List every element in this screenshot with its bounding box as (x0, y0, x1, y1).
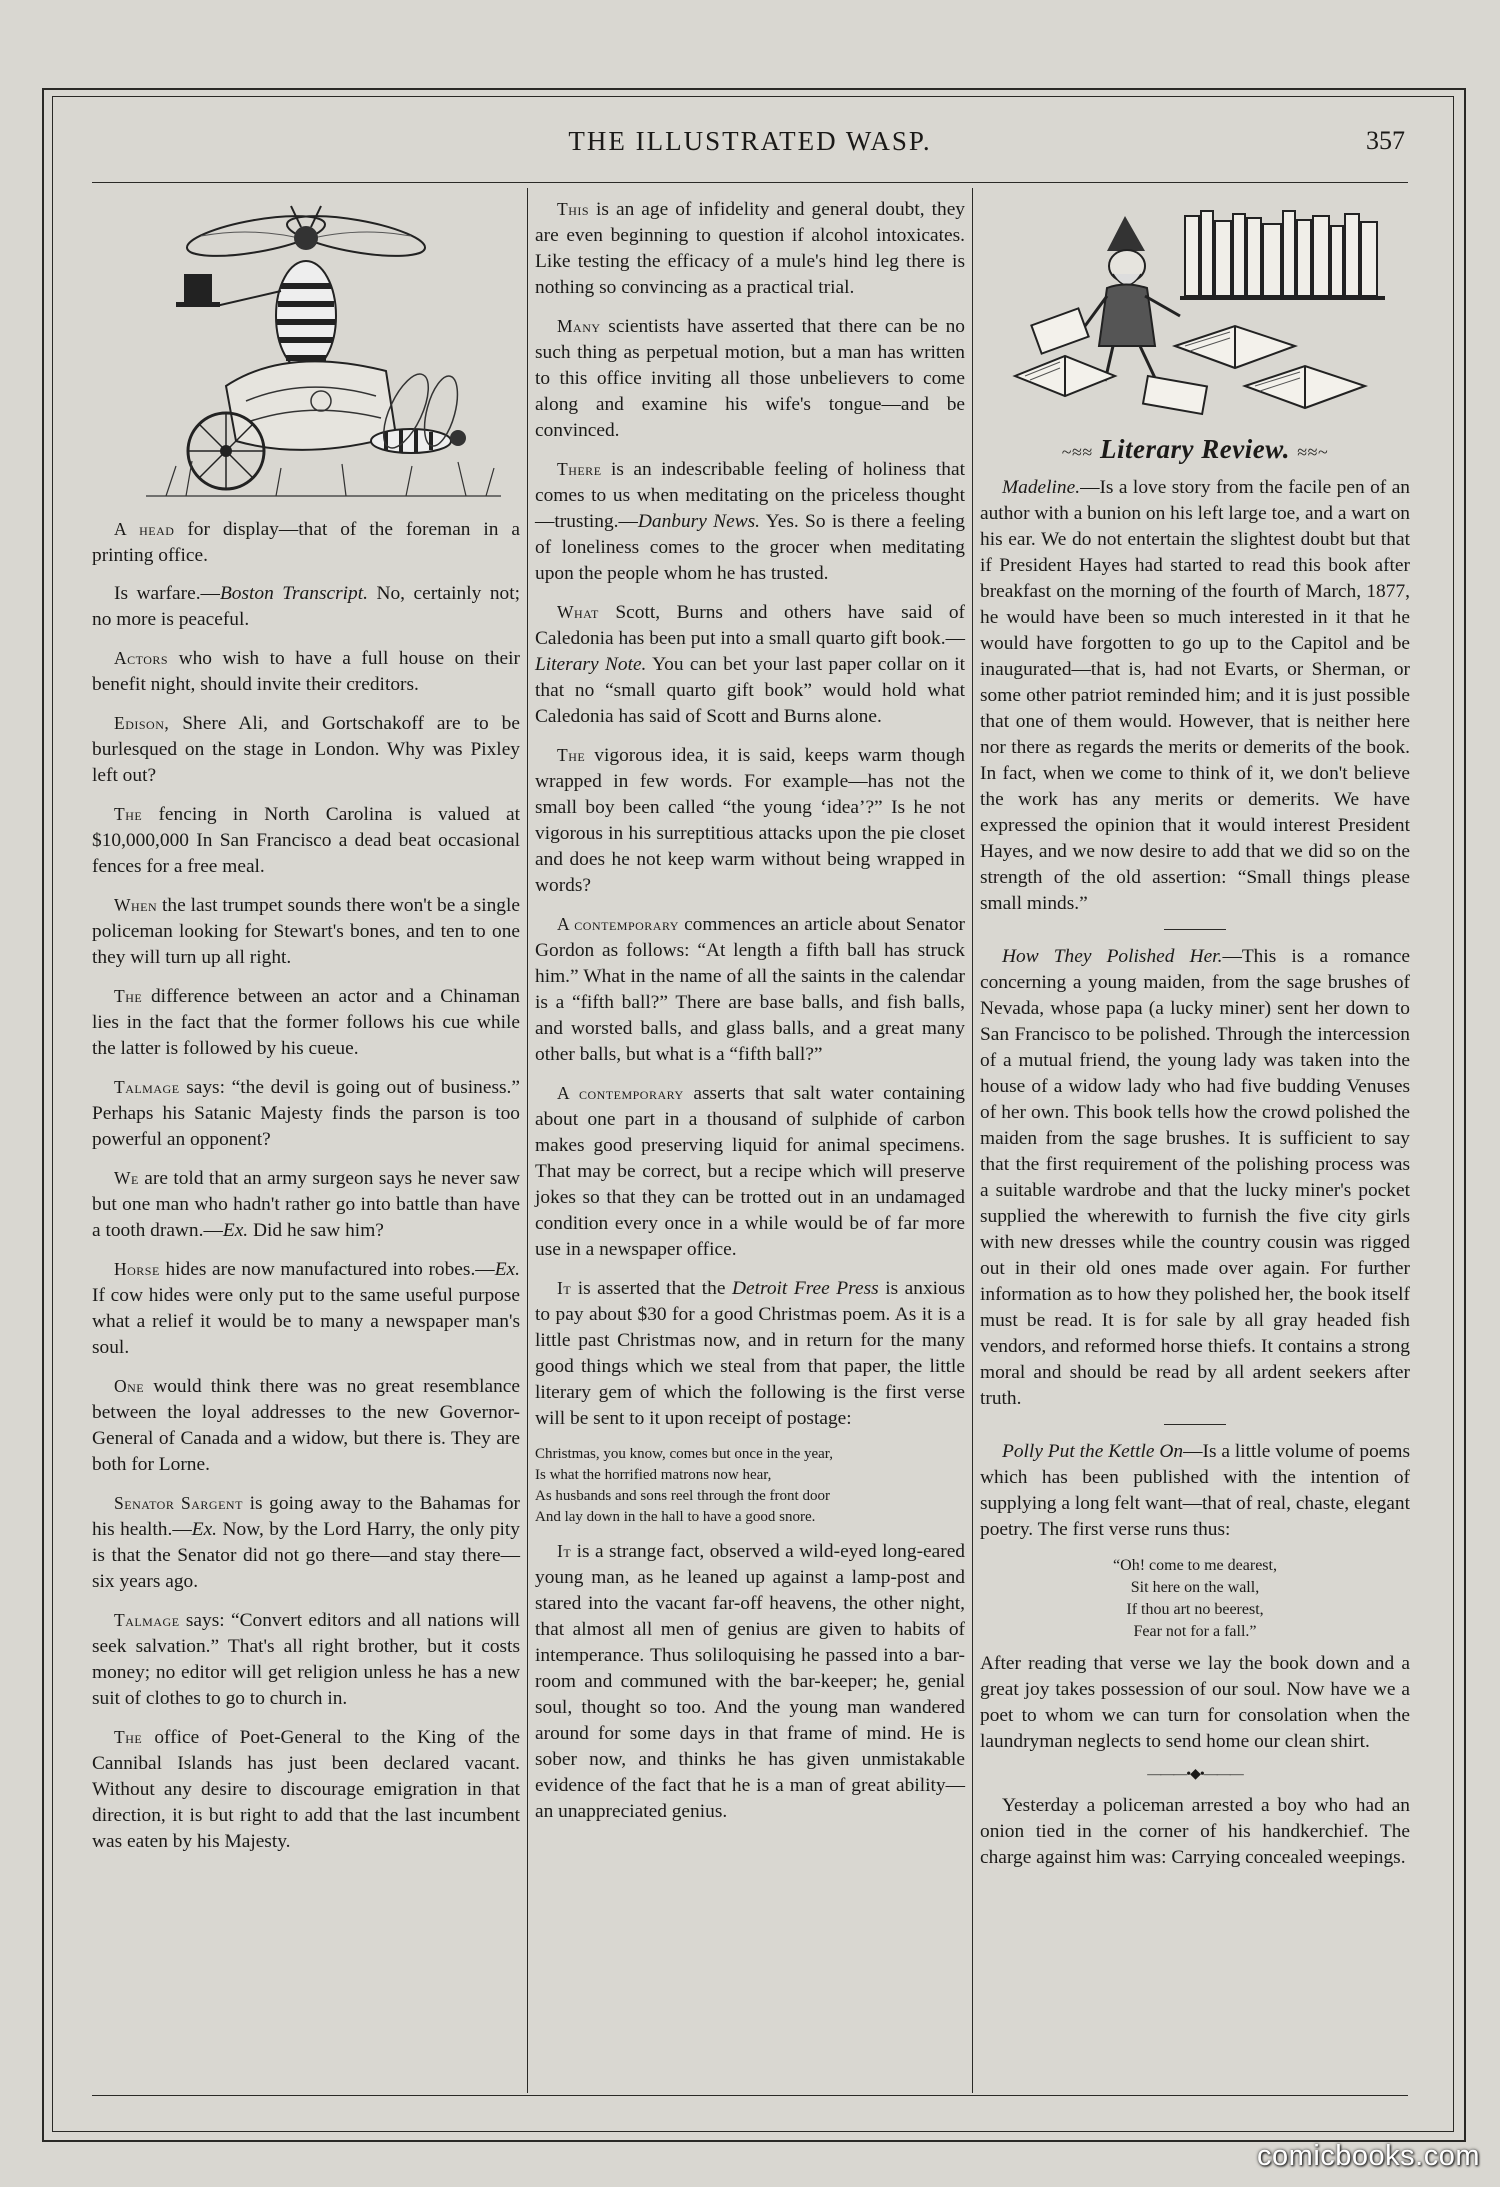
lead-word: What (557, 602, 599, 622)
running-head (0, 126, 1500, 166)
page-number: 357 (1366, 126, 1405, 155)
citation: Danbury News. (637, 511, 761, 532)
verse-line: As husbands and sons reel through the front door (535, 1488, 830, 1504)
paragraph (535, 599, 965, 730)
paragraph (980, 1793, 1410, 1871)
paragraph-text: asserts that salt water containing about one part in a thousand of sulphide of carbon makes good preserving liquid for animal specimens. That may be correct, but a recipe which will preserve jokes so that they can be trotted out in an undamaged condition every once in a while would be of far more use in a newspaper office. (535, 1083, 965, 1260)
lead-word: Many (557, 316, 601, 336)
paragraph-text: Shere Ali, and Gortschakoff are to be burlesqued on the stage in London. Why was Pixley left out? (92, 713, 520, 786)
lead-word: We (114, 1168, 139, 1188)
verse-line: And lay down in the hall to have a good snore. (535, 1509, 816, 1525)
book-title: Polly Put the Kettle On (1002, 1441, 1184, 1462)
paragraph (92, 581, 520, 633)
paragraph-text: Scott, Burns and others have said of Caledonia has been put into a small quarto gift book.— (535, 602, 965, 649)
lead-word: The (557, 745, 586, 765)
lead-word: The (114, 1727, 143, 1747)
review-paragraph (980, 944, 1410, 1412)
paragraph-text: who wish to have a full house on their benefit night, should invite their creditors. (92, 648, 520, 695)
lead-word: The (114, 986, 143, 1006)
paragraph-text: says: “the devil is going out of business.” Perhaps his Satanic Majesty finds the parson is too powerful an opponent? (92, 1077, 520, 1150)
poem-line: If thou art no beerest, (1126, 1601, 1264, 1618)
paragraph-text: is asserted that the (571, 1278, 733, 1299)
lead-word: A head (114, 519, 175, 539)
paragraph-text: Yesterday a policeman arrested a boy who had an onion tied in the corner of his handkerchief. The charge against him was: Carrying concealed weepings. (980, 1795, 1410, 1868)
column-divider-1 (527, 188, 528, 2093)
book-title: Madeline. (1002, 477, 1081, 498)
citation: Ex. (494, 1259, 520, 1280)
lead-word: Talmage (114, 1610, 180, 1630)
header-rule (92, 182, 1408, 183)
paragraph-text: You can bet your last paper collar on it that no “small quarto gift book” would hold what Caledonia has said of Scott and Burns alone. (535, 654, 965, 727)
paragraph-text: for display—that of the foreman in a printing office. (92, 519, 520, 566)
lead-word: There (557, 459, 602, 479)
column-divider-2 (972, 188, 973, 2093)
section-rule (1164, 1424, 1226, 1425)
paragraph-text: is going away to the Bahamas for his health.— (92, 1493, 521, 1540)
paragraph (535, 1275, 965, 1432)
column-1 (92, 196, 520, 1867)
paragraph-text: office of Poet-General to the King of the Cannibal Islands has just been declared vacant. Without any desire to discourage emigration in that direction, it is but right to add that the last incumbent was eaten by his Majesty. (92, 1727, 520, 1852)
lead-word: Actors (114, 648, 169, 668)
review-paragraph (980, 475, 1410, 917)
banner-title: Literary Review. (1100, 434, 1290, 464)
paragraph-text: No, certainly not; no more is peaceful. (92, 583, 520, 630)
paragraph (92, 1607, 520, 1712)
watermark: comicbooks.com (1257, 2140, 1480, 2172)
paragraph-text: Did he saw him? (248, 1220, 384, 1241)
book-title: How They Polished Her. (1002, 946, 1223, 967)
paragraph (92, 983, 520, 1062)
paragraph (92, 1074, 520, 1153)
paragraph (92, 710, 520, 789)
paragraph-text: difference between an actor and a Chinaman lies in the fact that the former follows his cue while the latter is followed by his cueue. (92, 986, 520, 1059)
review-text: After reading that verse we lay the book down and a great joy takes possession of our soul. Now have we a poet to whom we can turn for consolation when the laundryman neglects to send home our clean shirt. (980, 1653, 1410, 1752)
wasp-chariot-illustration (106, 196, 506, 506)
lead-word: A contemporary (557, 1083, 684, 1103)
paragraph (535, 1080, 965, 1263)
paragraph (535, 1538, 965, 1825)
paragraph (535, 313, 965, 444)
review-paragraph (980, 1651, 1410, 1755)
paragraph-text: says: “Convert editors and all nations will seek salvation.” That's all right brother, but it costs money; no editor will get religion unless he has a new suit of clothes to go to church in. (92, 1610, 520, 1709)
paragraph (92, 516, 520, 569)
review-text: —This is a romance concerning a young maiden, from the sage brushes of Nevada, whose papa (a lucky miner) sent her down to San Francisco to be polished. Through the intercession of a mutual friend, the young lady was taken into the house of a widow lady who had five budding Venuses of her own. This book tells how the crowd polished the maiden from the sage brushes. It is sufficient to say that the first requirement of the polishing process was a suitable wardrobe and that the lucky miner's pocket supplied the wherewith to furnish the five city girls with new dresses while the country cousin was rigged out in their old ones made over again. For further information as to how they polished her, the book itself must be read. It is for sale by all gray headed fish vendors, and reformed horse thiefs. It contains a strong moral and should be read by all ardent seekers after truth. (980, 946, 1410, 1409)
paragraph (535, 456, 965, 587)
verse-line: Christmas, you know, comes but once in the year, (535, 1446, 833, 1462)
footer-rule (92, 2095, 1408, 2096)
kettle-poem (980, 1555, 1410, 1643)
paragraph-text: vigorous idea, it is said, keeps warm though wrapped in few words. For example—has not the small boy been called “the young ‘idea’?” Is he not vigorous in his surreptitious attacks upon the pie closet and does he not keep warm without being wrapped in words? (535, 745, 965, 896)
paragraph (535, 911, 965, 1068)
paragraph-text: Is warfare.— (114, 583, 220, 604)
paragraph-text: is a strange fact, observed a wild-eyed long-eared young man, as he leaned up against a lamp-post and stared into the vacant far-off heavens, the other night, that almost all men of genius are given to habits of intemperance. Thus soliloquising he passed into a bar-room and communed with the bar-keeper; he, genial soul, thought so too. And the young man wandered around for some days in that frame of mind. He is sober now, and thinks he has given unmistakable evidence of the fact that he is a man of great ability—an unappreciated genius. (535, 1541, 965, 1822)
column-3 (980, 196, 1410, 1883)
ornamental-rule: ———•◆•——— (1147, 1767, 1243, 1782)
paragraph-text: scientists have asserted that there can be no such thing as perpetual motion, but a man has written to this office inviting all those unbelievers to come along and examine his wife's tongue—and be convinced. (535, 316, 965, 441)
lead-word: One (114, 1376, 145, 1396)
review-text: —Is a love story from the facile pen of an author with a bunion on his left large toe, and a wart on his ear. We do not entertain the slightest doubt but that if President Hayes had started to read this book after breakfast on the morning of the fourth of March, 1877, he would have been so much interested in it that he would have forgotten to go up to the Capitol and be inaugurated—that is, had not Evarts, or Sherman, or some other patriot reminded him; and it is just possible that one of them would. However, that is neither here nor there as regards the merits or demerits of the book. In fact, when we come to think of it, we don't believe the work has any merits or demerits. We have expressed the opinion that it would interest President Hayes, and we now desire to add that we did so on the strength of the old assertion: “Small things please small minds.” (980, 477, 1410, 914)
flourish-left: ~≈≈ (1061, 442, 1093, 462)
lead-word: Senator Sargent (114, 1493, 243, 1513)
lead-word: It (557, 1278, 572, 1298)
paragraph-text: are told that an army surgeon says he never saw but one man who hadn't rather go into battle than have a tooth drawn.— (92, 1168, 520, 1241)
paragraph (92, 1490, 520, 1595)
lead-word: This (557, 199, 590, 219)
paragraph-text: would think there was no great resemblance between the loyal addresses to the new Governor-General of Canada and a widow, but there is. They are both for Lorne. (92, 1376, 520, 1475)
paragraph (92, 645, 520, 698)
section-rule (1164, 929, 1226, 930)
lead-word: It (557, 1541, 572, 1561)
citation: Ex. (191, 1519, 218, 1540)
journal-title: THE ILLUSTRATED WASP. (568, 126, 932, 156)
lead-word: Horse (114, 1259, 160, 1279)
paragraph (92, 801, 520, 880)
review-paragraph (980, 1439, 1410, 1543)
paragraph (92, 892, 520, 971)
flourish-right: ≈≈~ (1297, 442, 1329, 462)
citation: Literary Note. (535, 654, 647, 675)
paragraph (535, 196, 965, 301)
lead-word: When (114, 895, 158, 915)
citation: Detroit Free Press (732, 1278, 879, 1299)
paragraph-text: is an age of infidelity and general doubt, they are even beginning to question if alcohol intoxicates. Like testing the efficacy of a mule's hind leg there is nothing so convincing as a practical trial. (535, 199, 965, 298)
citation: Ex. (222, 1220, 249, 1241)
paragraph-text: is anxious to pay about $30 for a good Christmas poem. As it is a little past Christmas now, and in return for the many good things which we steal from that paper, the little literary gem of which the following is the first verse will be sent to it upon receipt of postage: (535, 1278, 966, 1429)
paragraph-text: Yes. So is there a feeling of loneliness comes to the grocer when meditating upon the people whom he has trusted. (535, 511, 965, 584)
paragraph-text: fencing in North Carolina is valued at $10,000,000 In San Francisco a dead beat occasional fences for a free meal. (92, 804, 520, 877)
lead-word: The (114, 804, 143, 824)
paragraph (92, 1165, 520, 1244)
christmas-verse (535, 1444, 965, 1528)
paragraph (92, 1724, 520, 1855)
paragraph (92, 1256, 520, 1361)
poem-line: Fear not for a fall.” (1133, 1623, 1257, 1640)
verse-line: Is what the horrified matrons now hear, (535, 1467, 772, 1483)
lead-word: Talmage (114, 1077, 180, 1097)
paragraph-text: the last trumpet sounds there won't be a single policeman looking for Stewart's bones, and ten to one they will turn up all right. (92, 895, 520, 968)
poem-line: Sit here on the wall, (1130, 1579, 1260, 1596)
review-text: —Is a little volume of poems which has been published with the intention of supplying a long felt want—that of real, chaste, elegant poetry. The first verse runs thus: (980, 1441, 1410, 1540)
paragraph-text: is an indescribable feeling of holiness that comes to us when meditating on the priceless thought—trusting.— (535, 459, 965, 532)
literary-review-banner (980, 436, 1410, 465)
paragraph-text: Now, by the Lord Harry, the only pity is that the Senator did not go there—and stay there—six years ago. (92, 1519, 520, 1592)
paragraph-text: If cow hides were only put to the same useful purpose what a relief it would be to many a newspaper man's soul. (92, 1285, 520, 1358)
paragraph (92, 1373, 520, 1478)
column-2 (535, 196, 965, 1837)
paragraph-text: commences an article about Senator Gordon as follows: “At length a fifth ball has struck him.” What in the name of all the saints in the calendar is a “fifth ball?” There are base balls, and fish balls, and worsted balls, and glass balls, and a great many other balls, but what is a “fifth ball?” (535, 914, 966, 1065)
citation: Boston Transcript. (219, 583, 368, 604)
lead-word: A contemporary (557, 914, 679, 934)
paragraph-text: hides are now manufactured into robes.— (159, 1259, 495, 1280)
lead-word: Edison, (114, 713, 170, 733)
poem-line: “Oh! come to me dearest, (1113, 1557, 1277, 1574)
gnome-books-illustration (995, 196, 1395, 426)
paragraph (535, 742, 965, 899)
